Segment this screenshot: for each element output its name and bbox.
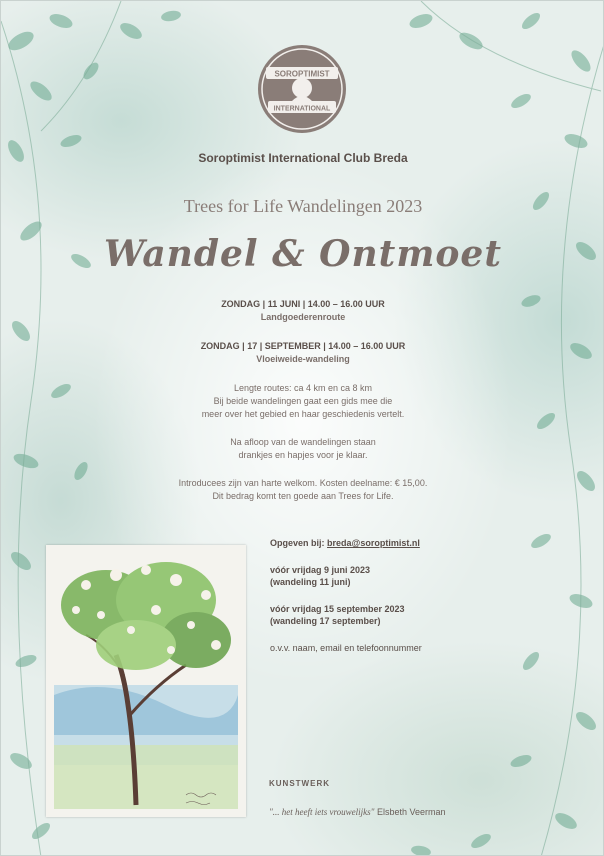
headline: Wandel & Ontmoet [104, 233, 502, 275]
info-line: Na afloop van de wandelingen staan [230, 437, 376, 447]
register-note: o.v.v. naam, email en telefoonnummer [270, 643, 422, 653]
info-line: Introducees zijn van harte welkom. Kosten deelname: € 15,00. [178, 478, 428, 488]
deadline-2: vóór vrijdag 15 september 2023 [270, 604, 405, 614]
artwork-heading: KUNSTWERK [269, 779, 330, 788]
info-line: Dit bedrag komt ten goede aan Trees for Life. [212, 491, 394, 501]
event-1-date: ZONDAG | 11 JUNI | 14.00 – 16.00 UUR [221, 299, 385, 309]
email-link[interactable]: breda@soroptimist.nl [327, 538, 420, 548]
artist-name: Elsbeth Veerman [376, 807, 446, 817]
walk-1: (wandeling 11 juni) [270, 577, 351, 587]
tree-painting [46, 545, 246, 817]
walk-2: (wandeling 17 september) [270, 616, 381, 626]
register-label: Opgeven bij: [270, 538, 325, 548]
event-1-route: Landgoederenroute [260, 312, 346, 322]
club-name: Soroptimist International Club Breda [198, 151, 408, 165]
info-line: Bij beide wandelingen gaat een gids mee die [213, 396, 393, 406]
info-line: meer over het gebied en haar geschiedenis vertelt. [201, 409, 405, 419]
logo-bottom-text: INTERNATIONAL [273, 105, 331, 113]
event-2-route: Vloeiweide-wandeling [256, 354, 350, 364]
event-2-date: ZONDAG | 17 | SEPTEMBER | 14.00 – 16.00 UUR [200, 341, 406, 351]
register-line [270, 537, 420, 549]
soroptimist-logo [256, 43, 348, 135]
subtitle: Trees for Life Wandelingen 2023 [183, 196, 423, 216]
logo-top-text: SOROPTIMIST [274, 69, 330, 79]
artwork-quote [269, 807, 446, 817]
deadline-1: vóór vrijdag 9 juni 2023 [270, 565, 371, 575]
info-line: Lengte routes: ca 4 km en ca 8 km [233, 383, 373, 393]
info-line: drankjes en hapjes voor je klaar. [238, 450, 368, 460]
quote-text: "... het heeft iets vrouwelijks" [269, 807, 375, 817]
